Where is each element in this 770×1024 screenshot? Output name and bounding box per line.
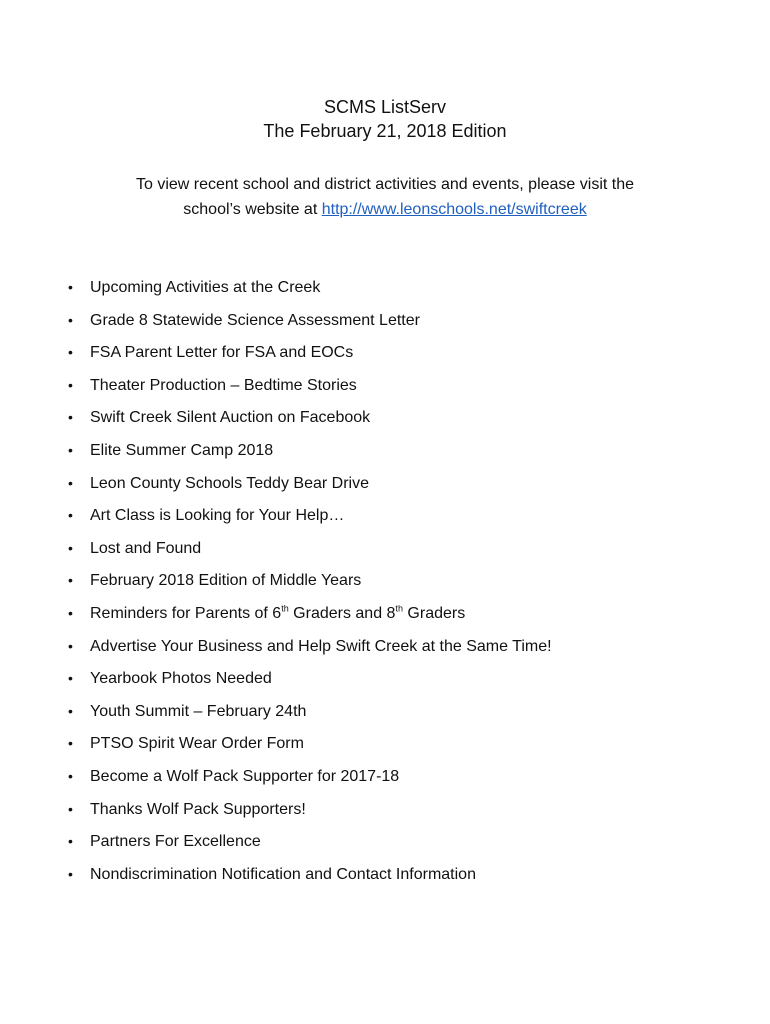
intro-line-1: To view recent school and district activities and events, please visit the [135, 176, 635, 193]
contents-list-item [68, 730, 552, 763]
contents-list-item [68, 535, 552, 568]
contents-list [68, 274, 552, 893]
contents-list-item [68, 861, 552, 894]
bullet-icon: • [68, 833, 73, 850]
contents-list-item [68, 372, 552, 405]
contents-list-item [68, 796, 552, 829]
contents-list-item [68, 339, 552, 372]
bullet-icon: • [68, 539, 73, 556]
bullet-icon: • [68, 311, 73, 328]
contents-list-item [68, 633, 552, 666]
bullet-icon: • [68, 604, 73, 621]
contents-item-text: Yearbook Photos Needed [90, 670, 272, 688]
bullet-icon: • [68, 474, 73, 491]
contents-list-item [68, 567, 552, 600]
contents-item-text: Elite Summer Camp 2018 [90, 441, 274, 459]
contents-item-text: Swift Creek Silent Auction on Facebook [90, 409, 371, 427]
contents-list-item [68, 404, 552, 437]
contents-item-text: Theater Production – Bedtime Stories [90, 376, 357, 394]
intro-paragraph [100, 172, 670, 222]
contents-list-item [68, 698, 552, 731]
intro-line-2-prefix: school’s website at [183, 201, 322, 218]
bullet-icon: • [68, 637, 73, 654]
contents-list-item [68, 307, 552, 340]
bullet-icon: • [68, 702, 73, 719]
bullet-icon: • [68, 670, 73, 687]
contents-item-text: Thanks Wolf Pack Supporters! [90, 800, 306, 818]
document-title: SCMS ListServ [323, 97, 447, 117]
contents-list-item [68, 763, 552, 796]
bullet-icon: • [68, 279, 73, 295]
contents-item-text: Partners For Excellence [90, 833, 261, 851]
bullet-icon: • [68, 409, 73, 426]
title-block [0, 95, 770, 143]
bullet-icon: • [68, 344, 73, 361]
contents-item-text: PTSO Spirit Wear Order Form [90, 735, 304, 753]
contents-item-text-part: Graders and 8 [288, 604, 396, 622]
contents-item-text: Youth Summit – February 24th [90, 702, 307, 720]
contents-list-item [68, 437, 552, 470]
bullet-icon: • [68, 376, 73, 393]
bullet-icon: • [68, 572, 73, 589]
contents-item-text [90, 601, 465, 627]
school-website-link[interactable]: http://www.leonschools.net/swiftcreek [321, 201, 587, 218]
ordinal-suffix: th [281, 603, 289, 614]
bullet-icon: • [68, 800, 73, 817]
bullet-icon: • [68, 735, 73, 752]
document-edition: The February 21, 2018 Edition [263, 121, 507, 141]
bullet-icon: • [68, 507, 73, 524]
contents-item-text: FSA Parent Letter for FSA and EOCs [90, 344, 354, 362]
bullet-icon: • [68, 767, 73, 784]
contents-list-item [68, 828, 552, 861]
contents-list-item [68, 274, 552, 307]
contents-item-text: Art Class is Looking for Your Help… [90, 507, 345, 525]
contents-list-item [68, 470, 552, 503]
contents-item-text: Upcoming Activities at the Creek [90, 279, 321, 296]
ordinal-suffix: th [395, 603, 403, 614]
contents-item-text: Become a Wolf Pack Supporter for 2017-18 [90, 767, 400, 785]
contents-item-text: Advertise Your Business and Help Swift Creek at the Same Time! [90, 637, 552, 655]
contents-list-item [68, 600, 552, 633]
contents-item-text-part: Graders [402, 604, 466, 622]
contents-list-item [68, 502, 552, 535]
contents-item-text: Leon County Schools Teddy Bear Drive [90, 474, 369, 492]
contents-item-text: Grade 8 Statewide Science Assessment Letter [90, 311, 420, 329]
contents-item-text-part: Reminders for Parents of 6 [90, 604, 282, 622]
contents-item-text: February 2018 Edition of Middle Years [90, 572, 362, 590]
contents-item-text: Lost and Found [90, 539, 202, 557]
bullet-icon: • [68, 865, 73, 882]
contents-list-item [68, 665, 552, 698]
bullet-icon: • [68, 441, 73, 458]
contents-item-text: Nondiscrimination Notification and Contact Information [90, 865, 476, 883]
